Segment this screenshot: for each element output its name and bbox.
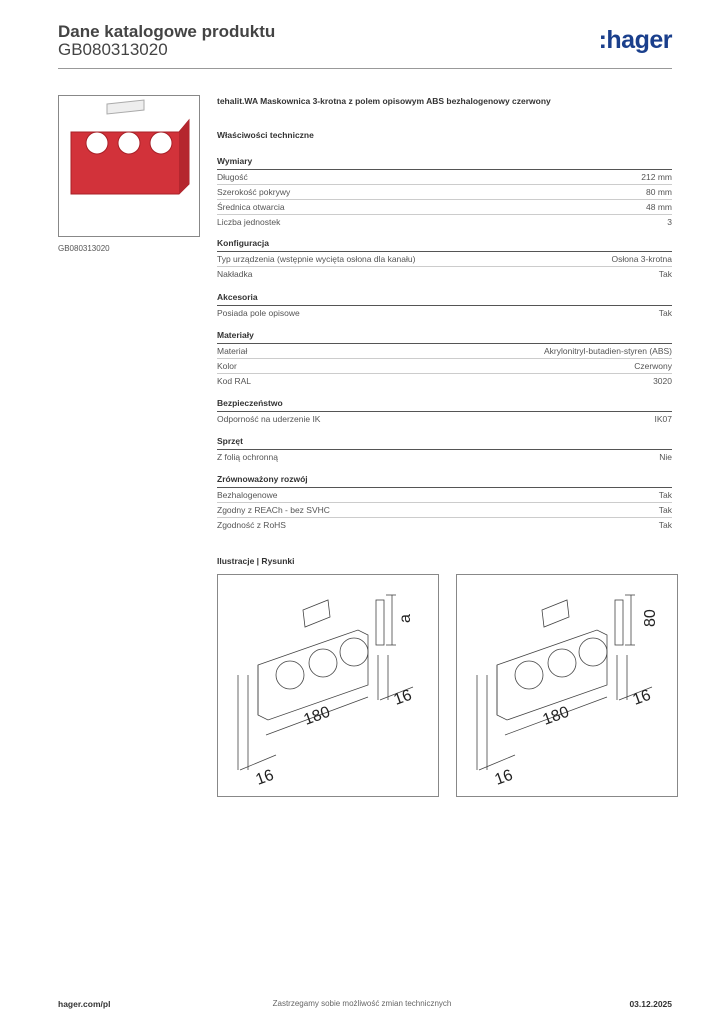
spec-label: Średnica otwarcia xyxy=(217,202,285,212)
spec-label: Typ urządzenia (wstępnie wycięta osłona dla kanału) xyxy=(217,254,416,264)
spec-label: Zgodność z RoHS xyxy=(217,520,286,530)
footer-website[interactable]: hager.com/pl xyxy=(58,999,111,1009)
drawing-1 xyxy=(217,574,439,797)
product-image xyxy=(59,96,199,236)
section-title: Zrównoważony rozwój xyxy=(217,474,672,488)
spec-value: IK07 xyxy=(654,414,672,424)
spec-value: 80 mm xyxy=(646,187,672,197)
spec-label: Liczba jednostek xyxy=(217,217,281,227)
width-label: 180 xyxy=(540,703,572,729)
illustrations-title: Ilustracje | Rysunki xyxy=(217,556,295,566)
spec-label: Bezhalogenowe xyxy=(217,490,278,500)
section-0 xyxy=(217,156,672,229)
depth-label: 16 xyxy=(253,766,277,789)
spec-label: Posiada pole opisowe xyxy=(217,308,300,318)
spec-row xyxy=(217,503,672,518)
technical-drawing-2 xyxy=(457,575,677,796)
section-6 xyxy=(217,474,672,532)
width-label: 180 xyxy=(301,703,333,729)
cover-side xyxy=(179,120,189,194)
section-title: Akcesoria xyxy=(217,292,672,306)
hager-logo: :hager xyxy=(598,26,672,54)
spec-label: Z folią ochronną xyxy=(217,452,278,462)
spec-row xyxy=(217,215,672,229)
side-label: 16 xyxy=(630,686,654,709)
spec-label: Odporność na uderzenie IK xyxy=(217,414,321,424)
spec-label: Długość xyxy=(217,172,248,182)
section-5 xyxy=(217,436,672,464)
section-3 xyxy=(217,330,672,388)
spec-value: Akrylonitryl-butadien-styren (ABS) xyxy=(543,346,672,356)
section-title: Materiały xyxy=(217,330,672,344)
spec-row xyxy=(217,488,672,503)
spec-label: Kod RAL xyxy=(217,376,252,386)
spec-row xyxy=(217,344,672,359)
photo-caption: GB080313020 xyxy=(58,244,110,253)
spec-value: Tak xyxy=(658,490,672,500)
spec-value: Czerwony xyxy=(634,361,672,371)
spec-label: Kolor xyxy=(217,361,237,371)
spec-row xyxy=(217,412,672,426)
side-label: 16 xyxy=(391,686,415,709)
spec-row xyxy=(217,252,672,267)
section-title: Bezpieczeństwo xyxy=(217,398,672,412)
drawing-2 xyxy=(456,574,678,797)
section-title: Konfiguracja xyxy=(217,238,672,252)
technical-drawing-1 xyxy=(218,575,438,796)
section-title: Wymiary xyxy=(217,156,672,170)
footer-disclaimer: Zastrzegamy sobie możliwość zmian technicznych xyxy=(272,999,452,1008)
spec-label: Materiał xyxy=(217,346,248,356)
spec-label: Nakładka xyxy=(217,269,253,279)
spec-value: Tak xyxy=(658,269,672,279)
socket-hole xyxy=(118,132,140,154)
logo-text: hager xyxy=(606,26,672,54)
section-4 xyxy=(217,398,672,426)
depth-label: 16 xyxy=(492,766,516,789)
spec-value: 3020 xyxy=(653,376,672,386)
height-label: 80 xyxy=(642,609,659,627)
cover-body xyxy=(71,120,189,194)
spec-row xyxy=(217,185,672,200)
footer-date: 03.12.2025 xyxy=(629,999,672,1009)
height-label: a xyxy=(397,614,414,623)
spec-row xyxy=(217,170,672,185)
section-title: Sprzęt xyxy=(217,436,672,450)
spec-value: 3 xyxy=(667,217,672,227)
product-title: tehalit.WA Maskownica 3-krotna z polem opisowym ABS bezhalogenowy czerwony xyxy=(217,96,551,106)
section-2 xyxy=(217,292,672,320)
spec-row xyxy=(217,200,672,215)
spec-value: Nie xyxy=(659,452,672,462)
spec-row xyxy=(217,374,672,388)
spec-value: Tak xyxy=(658,520,672,530)
spec-value: Tak xyxy=(658,505,672,515)
label-field xyxy=(107,100,144,114)
spec-value: Tak xyxy=(658,308,672,318)
spec-value: 48 mm xyxy=(646,202,672,212)
header-divider xyxy=(58,68,672,69)
spec-value: 212 mm xyxy=(641,172,672,182)
spec-row xyxy=(217,518,672,532)
spec-row xyxy=(217,306,672,320)
product-photo xyxy=(58,95,200,237)
spec-value: Osłona 3-krotna xyxy=(611,254,672,264)
spec-row xyxy=(217,359,672,374)
spec-row xyxy=(217,450,672,464)
tech-properties-title: Właściwości techniczne xyxy=(217,130,314,140)
spec-label: Zgodny z REACh - bez SVHC xyxy=(217,505,330,515)
product-code: GB080313020 xyxy=(58,40,168,59)
page-title: Dane katalogowe produktu xyxy=(58,22,276,41)
socket-hole xyxy=(150,132,172,154)
spec-label: Szerokość pokrywy xyxy=(217,187,291,197)
spec-row xyxy=(217,267,672,281)
section-1 xyxy=(217,238,672,281)
socket-hole xyxy=(86,132,108,154)
